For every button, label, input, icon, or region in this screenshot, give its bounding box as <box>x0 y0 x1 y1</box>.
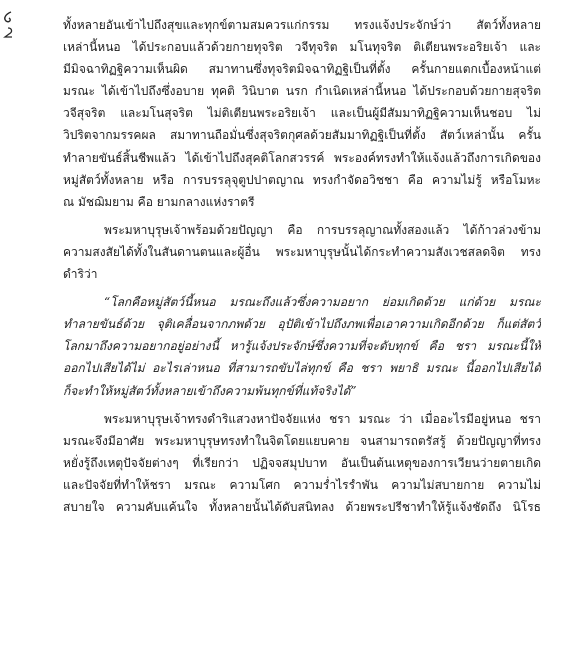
text-line: พระมหาบุรุษเจ้าพร้อมด้วยปัญญา คือ การบรรลุญาณทั้งสองแล้ว ได้ก้าวล่วงข้าม <box>104 222 541 237</box>
document-body <box>63 14 541 518</box>
text-line: วิปริตจากมรรคผล สมาทานถือมั่นซึ่งสุจริตกุศลด้วยสัมมาทิฏฐิเป็นที่ตั้ง สัตว์เหล่านั้น ครั้น <box>63 128 541 143</box>
text-line: และปัจจัยที่ทำให้ชรา มรณะ ความโศก ความร่ำไรรำพัน ความไม่สบายกาย ความไม่ <box>63 477 541 492</box>
text-line: เหล่านี้หนอ ได้ประกอบแล้วด้วยกายทุจริต วจีทุจริต มโนทุจริต ติเตียนพระอริยเจ้า และ <box>63 40 541 55</box>
text-line: “โลกคือหมู่สัตว์นี้หนอ มรณะถึงแล้วซึ่งความอยาก ย่อมเกิดด้วย แก่ด้วย มรณะ <box>104 295 541 310</box>
text-line: หมู่สัตว์ทั้งหลาย หรือ การบรรลุจุตูปปาตญาณ ทรงกำจัดอวิชชา คือ ความไม่รู้ หรือโมหะ <box>63 172 541 187</box>
margin-mark-icon <box>0 10 14 40</box>
text-line: โลกมาถึงความอยากอยู่อย่างนี้ หารู้แจ้งประจักษ์ซึ่งความที่จะดับทุกข์ คือ ชรา มรณะนี้ให้ <box>63 339 541 354</box>
quotation-paragraph <box>63 291 541 401</box>
text-line: มีมิจฉาทิฏฐิความเห็นผิด สมาทานซึ่งทุจริตมิจฉาทิฏฐิเป็นที่ตั้ง ครั้นกายแตกเบื้องหน้าแต่ <box>63 62 541 77</box>
text-line: ทั้งหลายอันเข้าไปถึงสุขและทุกข์ตามสมควรแก่กรรม ทรงแจ้งประจักษ์ว่า สัตว์ทั้งหลาย <box>63 18 541 32</box>
paragraph <box>63 408 541 518</box>
text-line: มรณะ ได้เข้าไปถึงซึ่งอบาย ทุคติ วินิบาต นรก กำเนิดเหล่านี้หนอ ได้ประกอบด้วยกายสุจริต <box>63 84 541 99</box>
text-line: ความสงสัยได้ทั้งในสันดานตนและผู้อื่น พระมหาบุรุษนั้นได้กระทำความสังเวชสลดจิต ทรง <box>63 244 541 259</box>
margin-handwritten-mark <box>0 10 14 40</box>
text-line: วจีสุจริต และมโนสุจริต ไม่ติเตียนพระอริยเจ้า และเป็นผู้มีสัมมาทิฏฐิความเห็นชอบ ไม่ <box>63 106 541 121</box>
paragraph <box>63 14 541 213</box>
text-line: ออกไปเสียได้ไม่ อะไรเล่าหนอ ที่สามารถขับไล่ทุกข์ คือ ชรา พยาธิ มรณะ นี้ออกไปเสียได้ <box>63 361 541 376</box>
text-line: ทำลายขันธ์ด้วย จุติเคลื่อนจากภพด้วย อุปัติเข้าไปถึงภพเพื่อเอาความเกิดอีกด้วย ก็แต่สัตว์ <box>63 317 541 332</box>
text-line: ก็จะทำให้หมู่สัตว์ทั้งหลายเข้าถึงความพ้นทุกข์ที่แท้จริงได้” <box>63 383 357 398</box>
text-line: หยั่งรู้ถึงเหตุปัจจัยต่างๆ ที่เรียกว่า ปฏิจจสมุปบาท อันเป็นต้นเหตุของการเวียนว่ายตายเกิด <box>63 455 541 470</box>
text-line: ดำริว่า <box>63 267 98 282</box>
paragraph <box>63 219 541 285</box>
text-line: พระมหาบุรุษเจ้าทรงดำริแสวงหาปัจจัยแห่ง ชรา มรณะ ว่า เมื่ออะไรมีอยู่หนอ ชรา <box>104 411 541 426</box>
text-line: ณ มัชฌิมยาม คือ ยามกลางแห่งราตรี <box>63 194 255 209</box>
text-line: ทำลายขันธ์สิ้นชีพแล้ว ได้เข้าไปถึงสุคติโลกสวรรค์ พระองค์ทรงทำให้แจ้งแล้วถึงการเกิดของ <box>63 150 541 165</box>
text-line: มรณะจึงมีอาศัย พระมหาบุรุษทรงทำในจิตโดยแยบคาย จนสามารถตรัสรู้ ด้วยปัญญาที่ทรง <box>63 433 541 448</box>
text-line: สบายใจ ความคับแค้นใจ ทั้งหลายนั้นได้ดับสนิทลง ด้วยพระปรีชาทำให้รู้แจ้งชัดถึง นิโรธ <box>63 499 541 514</box>
